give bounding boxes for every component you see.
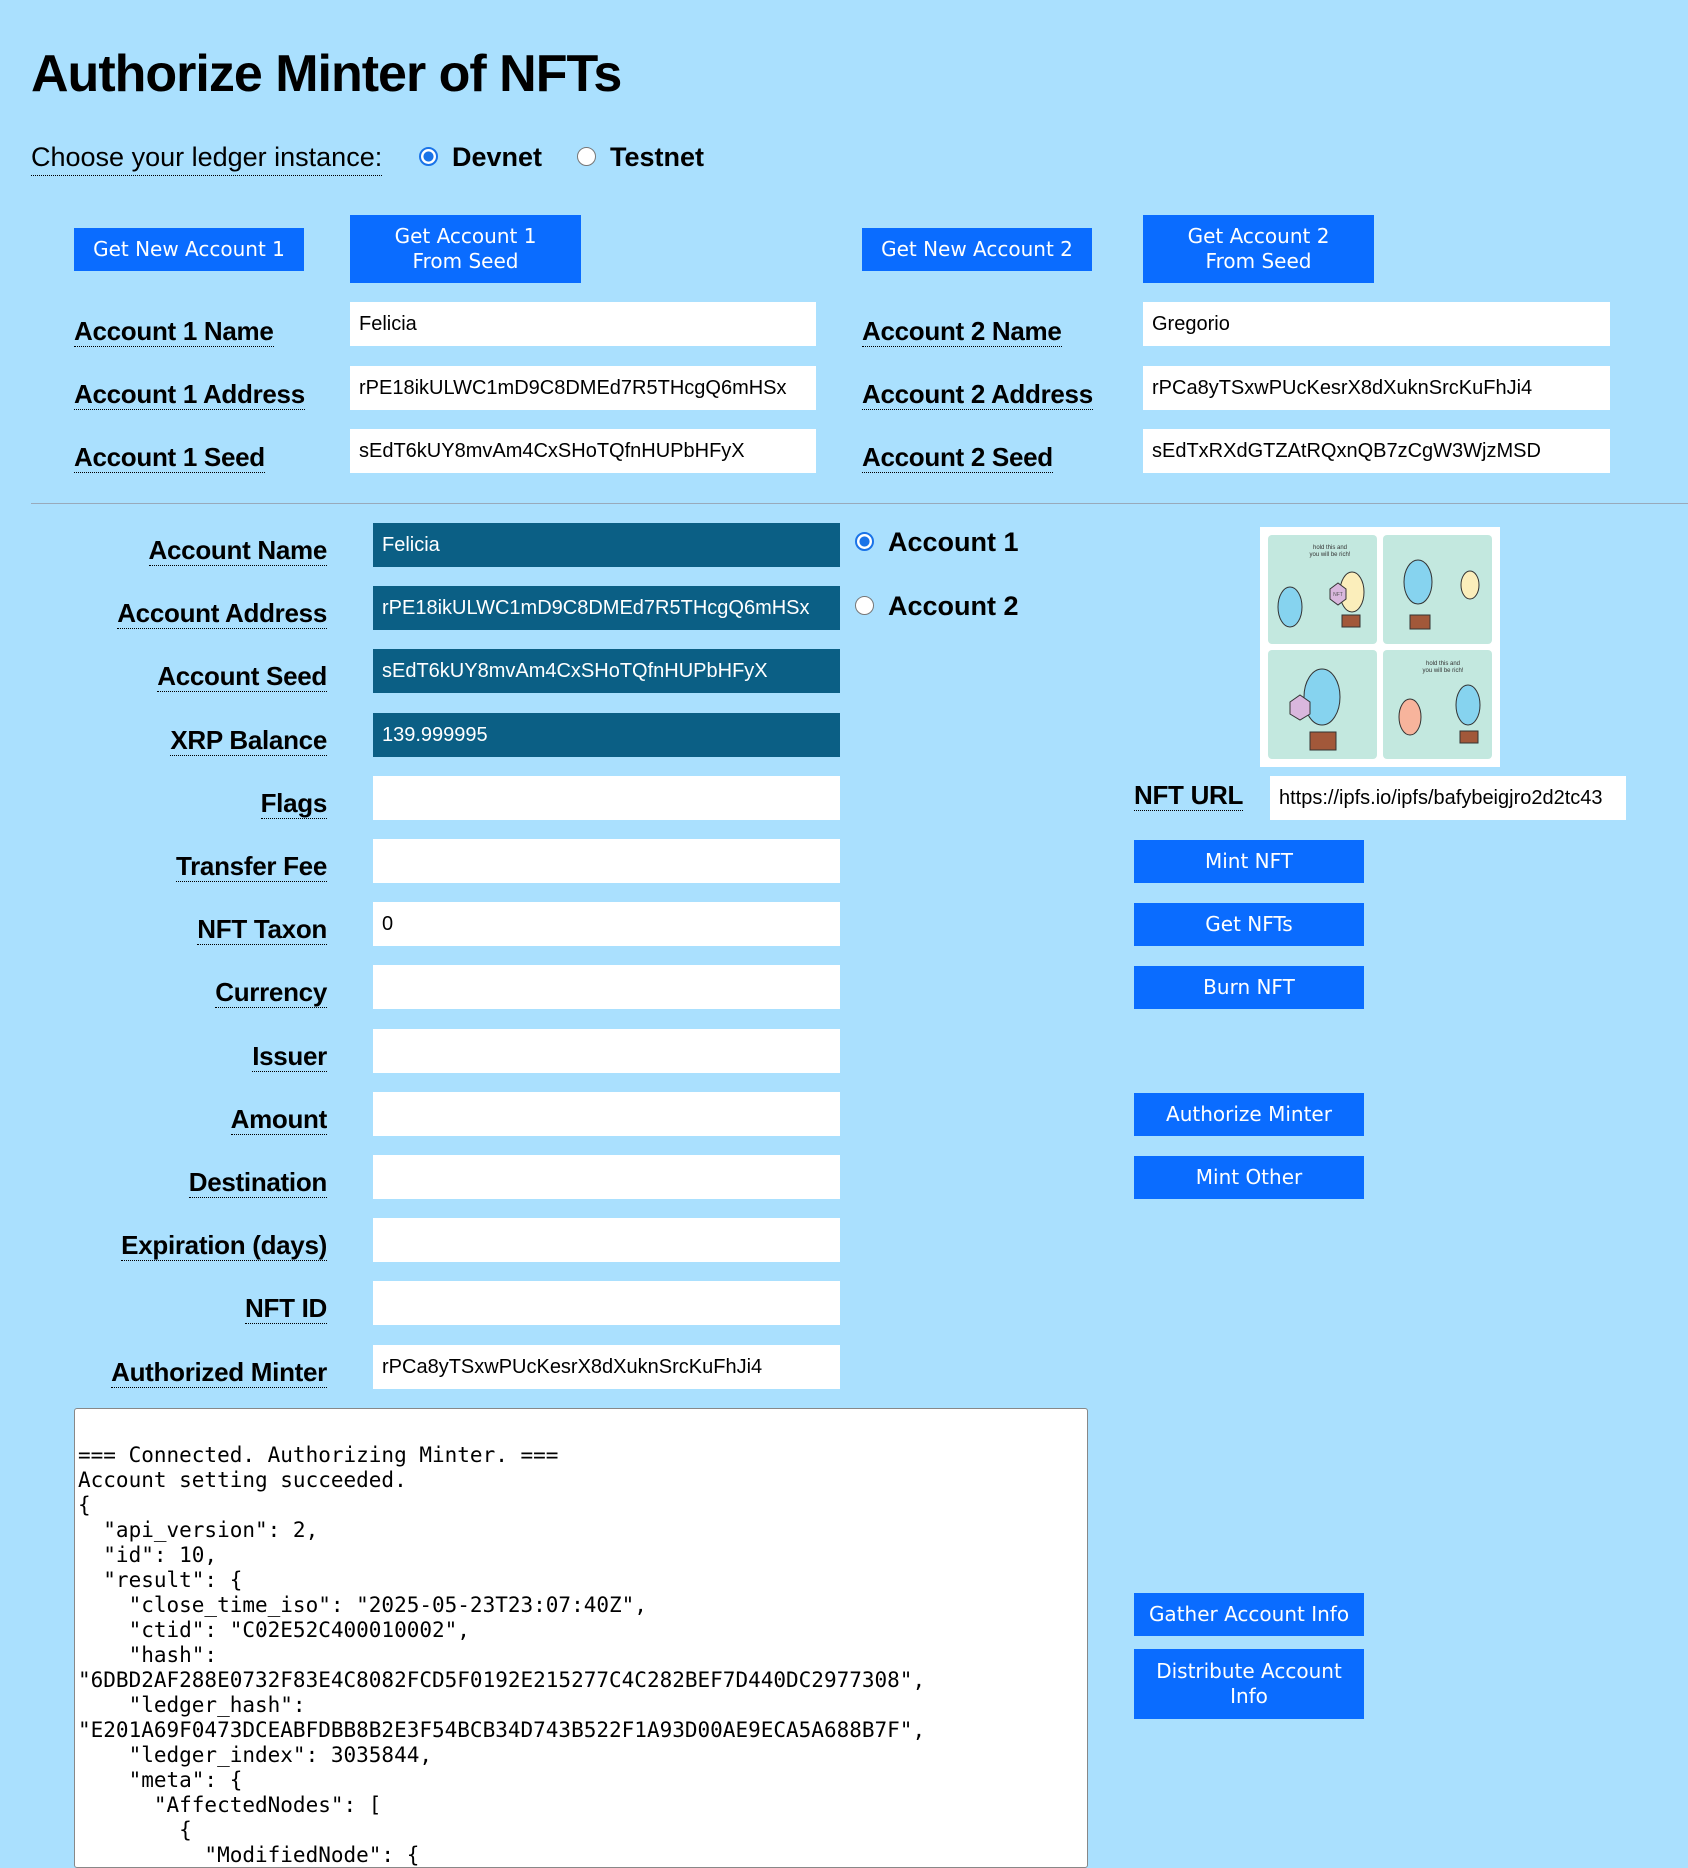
account-1-name-input[interactable]: Felicia [350,302,816,346]
svg-text:hold this and: hold this and [1425,661,1461,667]
account-2-address-input[interactable]: rPCa8yTSxwPUcKesrX8dXuknSrcKuFhJi4 [1143,366,1610,410]
expiration-days-label: Expiration (days) [121,1230,327,1261]
ledger-label: Choose your ledger instance: [31,142,382,176]
account-seed-label: Account Seed [157,661,327,692]
destination-label: Destination [188,1167,327,1197]
account-1-radio-label: Account 1 [888,527,1019,557]
account-2-seed-label: Account 2 Seed [862,442,1053,472]
currency-input[interactable] [373,965,840,1009]
flags-input[interactable] [373,776,840,820]
nft-image [1260,527,1500,767]
section-divider [31,503,1688,504]
svg-text:you will be rich!: you will be rich! [1309,552,1351,558]
issuer-label: Issuer [252,1040,327,1071]
nft-taxon-label: NFT Taxon [197,914,327,945]
account-2-name-label: Account 2 Name [862,316,1062,346]
account-2-radio-label: Account 2 [888,591,1019,621]
account-2-address-label: Account 2 Address [862,379,1093,409]
authorized-minter-label: Authorized Minter [111,1356,327,1387]
account-1-name-label: Account 1 Name [74,316,274,346]
page-title: Authorize Minter of NFTs [31,45,622,103]
authorize-minter-button[interactable]: Authorize Minter [1134,1093,1364,1136]
account-name-input[interactable]: Felicia [373,523,840,567]
get-account-1-from-seed-button[interactable]: Get Account 1 From Seed [350,215,581,283]
nft-taxon-input[interactable]: 0 [373,902,840,946]
results-text: === Connected. Authorizing Minter. === Account setting succeeded. { "api_version": 2, "id": 10, "result": { "close_time_iso": "2025-05-23T23:07:40Z", "ctid": "C02E52C400010002", "hash": "6DBD2AF288E0732F83E4C8082FCD5F0192E215277C4C282BEF7D440DC2977308", "ledger_hash": "E201A69F0473DCEABFDBB8B2E3F54BCB34D743B522F1A93D00AE9ECA5A688B7F", "ledger_index": 3035844, "meta": { "AffectedNodes": [ { "ModifiedNode": { [78,1443,926,1867]
xrp-balance-label: XRP Balance [170,724,327,755]
burn-nft-button[interactable]: Burn NFT [1134,966,1364,1009]
amount-input[interactable] [373,1092,840,1136]
get-new-account-2-button[interactable]: Get New Account 2 [862,228,1092,271]
nft-url-label: NFT URL [1134,780,1244,810]
nft-url-input[interactable]: https://ipfs.io/ipfs/bafybeigjro2d2tc43 [1270,776,1626,820]
account-seed-input[interactable]: sEdT6kUY8mvAm4CxSHoTQfnHUPbHFyX [373,649,840,693]
svg-text:hold this and: hold this and [1312,545,1348,551]
testnet-radio[interactable] [577,147,596,166]
svg-text:you will be rich!: you will be rich! [1422,668,1464,674]
devnet-label: Devnet [452,142,543,172]
currency-label: Currency [215,977,327,1008]
account-1-seed-label: Account 1 Seed [74,442,265,472]
account-1-radio[interactable] [855,532,874,551]
account-1-address-label: Account 1 Address [74,379,305,409]
get-account-2-from-seed-button[interactable]: Get Account 2 From Seed [1143,215,1374,283]
testnet-label: Testnet [610,142,705,172]
amount-label: Amount [230,1103,327,1134]
account-2-seed-input[interactable]: sEdTxRXdGTZAtRQxnQB7zCgW3WjzMSD [1143,429,1610,473]
account-2-radio[interactable] [855,596,874,615]
flags-label: Flags [260,787,327,818]
account-address-label: Account Address [117,598,327,629]
distribute-account-info-button[interactable]: Distribute Account Info [1134,1649,1364,1719]
account-2-name-input[interactable]: Gregorio [1143,302,1610,346]
devnet-radio[interactable] [419,147,438,166]
gather-account-info-button[interactable]: Gather Account Info [1134,1593,1364,1636]
svg-text:NFT: NFT [1333,592,1343,598]
mint-nft-button[interactable]: Mint NFT [1134,840,1364,883]
nft-id-label: NFT ID [245,1293,327,1324]
account-address-input[interactable]: rPE18ikULWC1mD9C8DMEd7R5THcgQ6mHSx [373,586,840,630]
get-nfts-button[interactable]: Get NFTs [1134,903,1364,946]
authorized-minter-input[interactable]: rPCa8yTSxwPUcKesrX8dXuknSrcKuFhJi4 [373,1345,840,1389]
issuer-input[interactable] [373,1029,840,1073]
xrp-balance-input[interactable]: 139.999995 [373,713,840,757]
nft-id-input[interactable] [373,1281,840,1325]
account-1-seed-input[interactable]: sEdT6kUY8mvAm4CxSHoTQfnHUPbHFyX [350,429,816,473]
expiration-days-input[interactable] [373,1218,840,1262]
account-1-address-input[interactable]: rPE18ikULWC1mD9C8DMEd7R5THcgQ6mHSx [350,366,816,410]
transfer-fee-label: Transfer Fee [175,851,327,881]
results-textarea[interactable] [74,1408,1088,1868]
destination-input[interactable] [373,1155,840,1199]
mint-other-button[interactable]: Mint Other [1134,1156,1364,1199]
get-new-account-1-button[interactable]: Get New Account 1 [74,228,304,271]
account-name-label: Account Name [148,535,327,565]
transfer-fee-input[interactable] [373,839,840,883]
